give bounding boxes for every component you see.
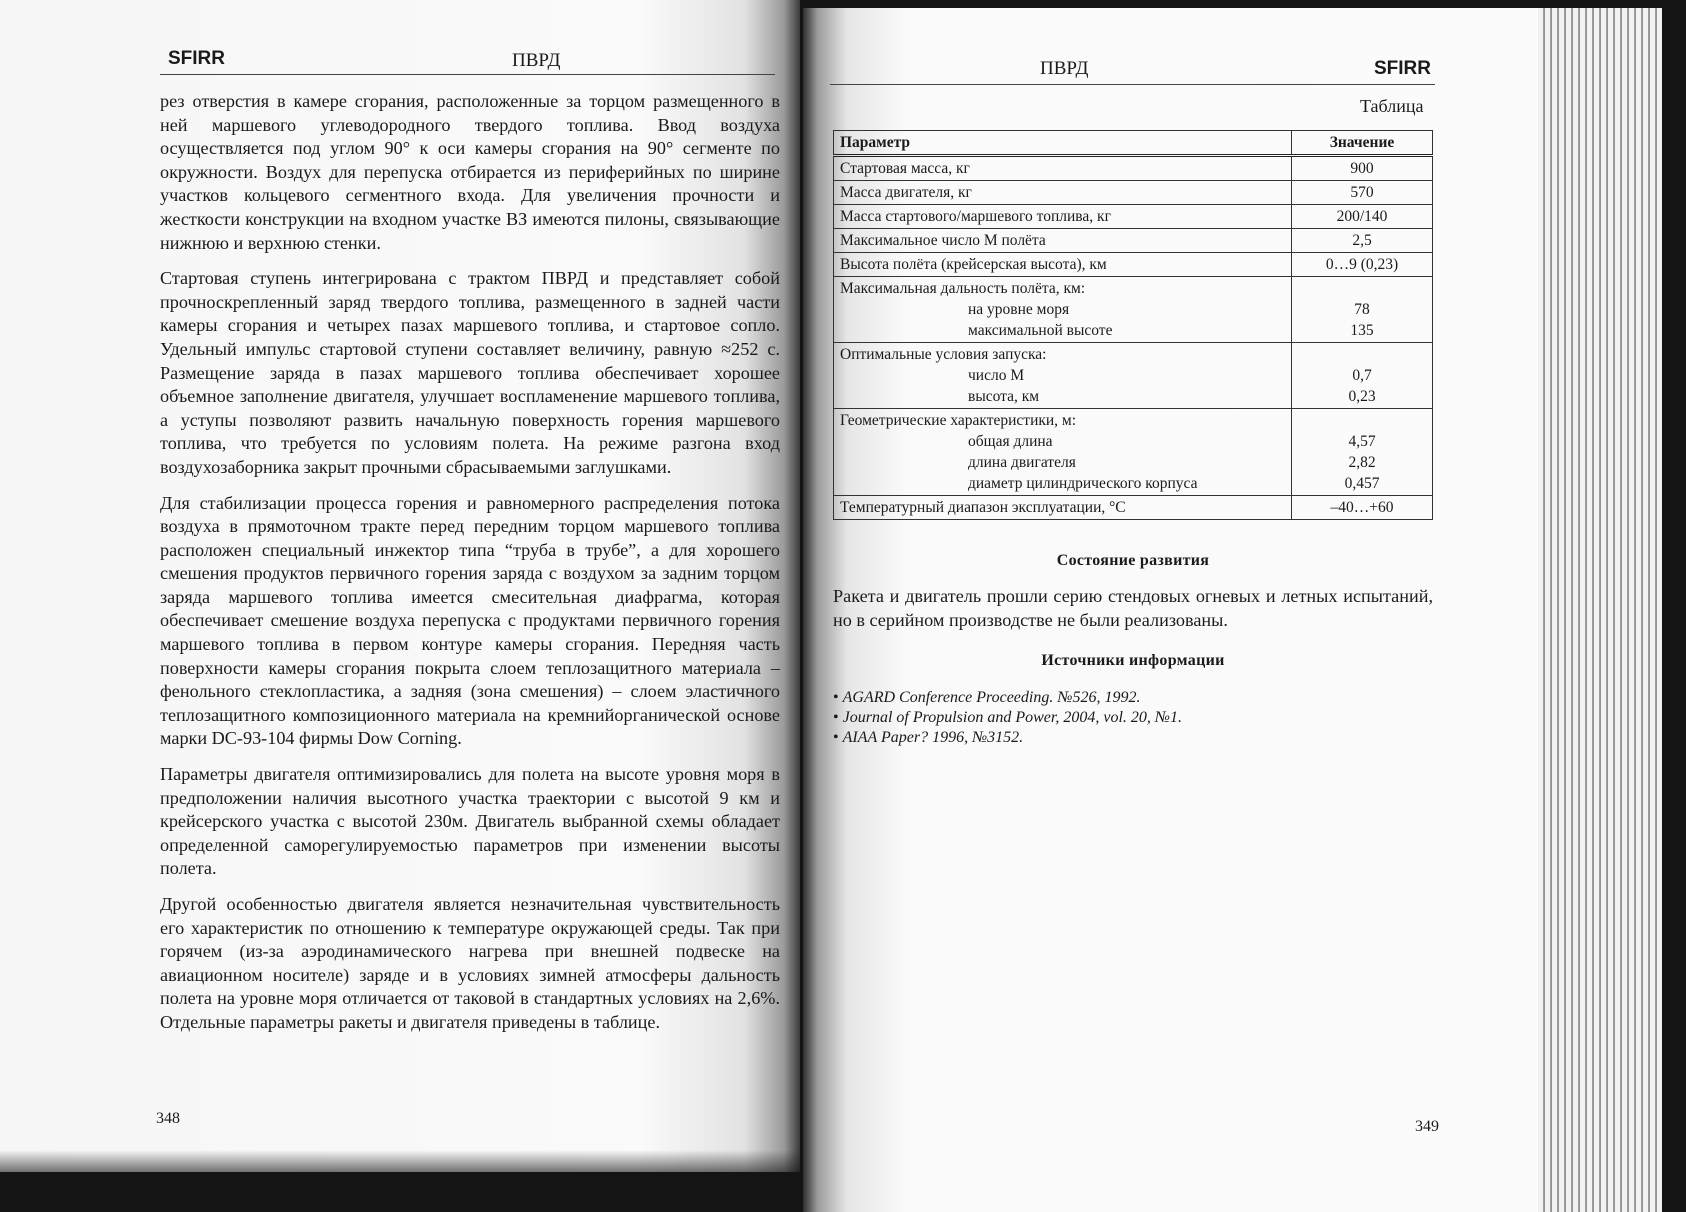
table-row: [834, 229, 1433, 253]
table-row-group-geometry: [834, 409, 1433, 496]
left-header-rule: [160, 74, 775, 75]
table-row: [834, 496, 1433, 520]
value-cell: [1292, 277, 1433, 343]
value-cell: 0…9 (0,23): [1292, 253, 1433, 277]
sources-list: [833, 688, 1182, 748]
right-page-number: 349: [1415, 1118, 1439, 1135]
value-cell: [1292, 343, 1433, 409]
sub-value: 0,23: [1348, 388, 1376, 405]
sub-param: высота, км: [968, 388, 1040, 405]
table-row: [834, 205, 1433, 229]
group-title: Оптимальные условия запуска:: [840, 346, 1047, 363]
table-row-group-launch: [834, 343, 1433, 409]
value-cell: [1292, 409, 1433, 496]
right-header-code: SFIRR: [1374, 58, 1431, 79]
left-page: [0, 0, 800, 1172]
param-cell: Масса стартового/маршевого топлива, кг: [834, 205, 1292, 229]
source-item: • AGARD Conference Proceeding. №526, 1992.: [833, 688, 1182, 708]
left-page-number: 348: [156, 1110, 180, 1127]
param-cell: Стартовая масса, кг: [834, 156, 1292, 181]
sub-param: максимальной высоте: [968, 322, 1113, 339]
book-page-edges: [1538, 8, 1662, 1212]
right-header-title: ПВРД: [1040, 58, 1089, 79]
sub-value: 0,7: [1352, 367, 1372, 384]
value-cell: 570: [1292, 181, 1433, 205]
group-title: Максимальная дальность полёта, км:: [840, 280, 1086, 297]
paragraph: Другой особенностью двигателя является незначительная чувствительность его характеристик по отношению к температуре окружающей среды. Так при горячем (из-за аэродинамического нагрева при внешней подвеске на авиационном носителе) заряде и в условиях зимней атмосферы дальность полета на уровне моря отличается от таковой в стандартных условиях на 2,6%. Отдельные параметры ракеты и двигателя приведены в таблице.: [160, 894, 780, 1032]
value-cell: 900: [1292, 156, 1433, 181]
sub-param: диаметр цилиндрического корпуса: [968, 475, 1198, 492]
table-row: [834, 253, 1433, 277]
param-cell: Масса двигателя, кг: [834, 181, 1292, 205]
value-cell: 200/140: [1292, 205, 1433, 229]
development-heading: Состояние развития: [1056, 552, 1210, 569]
sub-value: 135: [1350, 322, 1374, 339]
sources-heading: Источники информации: [1041, 652, 1225, 669]
sub-value: 78: [1354, 301, 1370, 318]
sub-param: длина двигателя: [968, 454, 1076, 471]
param-cell: [834, 343, 1292, 409]
table-row-group-range: [834, 277, 1433, 343]
sub-param: число М: [968, 367, 1025, 384]
param-cell: Температурный диапазон эксплуатации, °С: [834, 496, 1292, 520]
table-caption: Таблица: [1360, 96, 1424, 116]
source-item: • AIAA Paper? 1996, №3152.: [833, 728, 1182, 748]
paragraph: Параметры двигателя оптимизировались для полета на высоте уровня моря в предположении наличия высотного участка траектории с высотой 9 км и крейсерского участка с высотой 230м. Двигатель выбранной схемы обладает определенной саморегулируемостью параметров при изменении высоты полета.: [160, 764, 780, 879]
paragraph: рез отверстия в камере сгорания, расположенные за торцом размещенного в ней маршевого углеводородного твердого топлива. Ввод воздуха осуществляется под углом 90° к оси камеры сгорания на 90° сегменте по окружности. Воздух для перепуска отбирается из периферийных по ширине участков кольцевого сегментного входа. Для увеличения прочности и жесткости конструкции на входном участке ВЗ имеются пилоны, связывающие нижнюю и верхнюю стенки.: [160, 91, 780, 253]
table-row: [834, 156, 1433, 181]
group-title: Геометрические характеристики, м:: [840, 412, 1077, 429]
sub-param: на уровне моря: [968, 301, 1070, 318]
sub-param: общая длина: [968, 433, 1053, 450]
parameters-table: [833, 130, 1433, 520]
sub-value: 2,82: [1348, 454, 1376, 471]
sub-value: 4,57: [1348, 433, 1376, 450]
param-cell: [834, 409, 1292, 496]
left-body-text: [160, 90, 780, 1047]
table-header-row: [834, 131, 1433, 156]
value-cell: 2,5: [1292, 229, 1433, 253]
column-header-value: Значение: [1292, 131, 1433, 156]
table-row: [834, 181, 1433, 205]
paragraph: Для стабилизации процесса горения и равномерного распределения потока воздуха в прямоточном тракте перед передним торцом маршевого топлива расположен специальный инжектор типа “труба в трубе”, а для хорошего смешения продуктов первичного горения заряда с воздухом за задним торцом заряда маршевого топлива имеется смесительная диафрагма, которая обеспечивает смешение воздуха перепуска с продуктами первичного горения маршевого топлива в первом контуре камеры сгорания. Передняя часть поверхности камеры сгорания покрыта слоем теплозащитного материала – фенольного стеклопластика, а задняя (зона смешения) – слоем эластичного теплозащитного композиционного материала на кремнийорганической основе марки DC-93-104 фирмы Dow Corning.: [160, 492, 780, 749]
sub-value: 0,457: [1344, 475, 1380, 492]
right-header-rule: [830, 84, 1435, 85]
source-item: • Journal of Propulsion and Power, 2004, vol. 20, №1.: [833, 708, 1182, 728]
left-header-code: SFIRR: [168, 48, 225, 69]
paragraph: Стартовая ступень интегрирована с трактом ПВРД и представляет собой прочноскрепленный заряд твердого топлива, размещенного в задней части камеры сгорания и четырех пазах маршевого топлива, и стартовое сопло. Удельный импульс стартовой ступени составляет величину, равную ≈252 с. Размещение заряда в пазах маршевого топлива обеспечивает хорошее объемное заполнение двигателя, улучшает воспламенение маршевого топлива, а уступы позволяют развить начальную поверхность горения маршевого топлива, что требуется по условиям полета. На режиме разгона вход воздухозаборника закрыт прочными сбрасываемыми заглушками.: [160, 268, 780, 477]
param-cell: Высота полёта (крейсерская высота), км: [834, 253, 1292, 277]
param-cell: [834, 277, 1292, 343]
column-header-parameter: Параметр: [834, 131, 1292, 156]
page-bottom-shadow: [0, 1150, 800, 1212]
left-header-title: ПВРД: [512, 50, 561, 71]
development-text: Ракета и двигатель прошли серию стендовых огневых и летных испытаний, но в серийном производстве не были реализованы.: [833, 586, 1433, 630]
value-cell: –40…+60: [1292, 496, 1433, 520]
param-cell: Максимальное число М полёта: [834, 229, 1292, 253]
